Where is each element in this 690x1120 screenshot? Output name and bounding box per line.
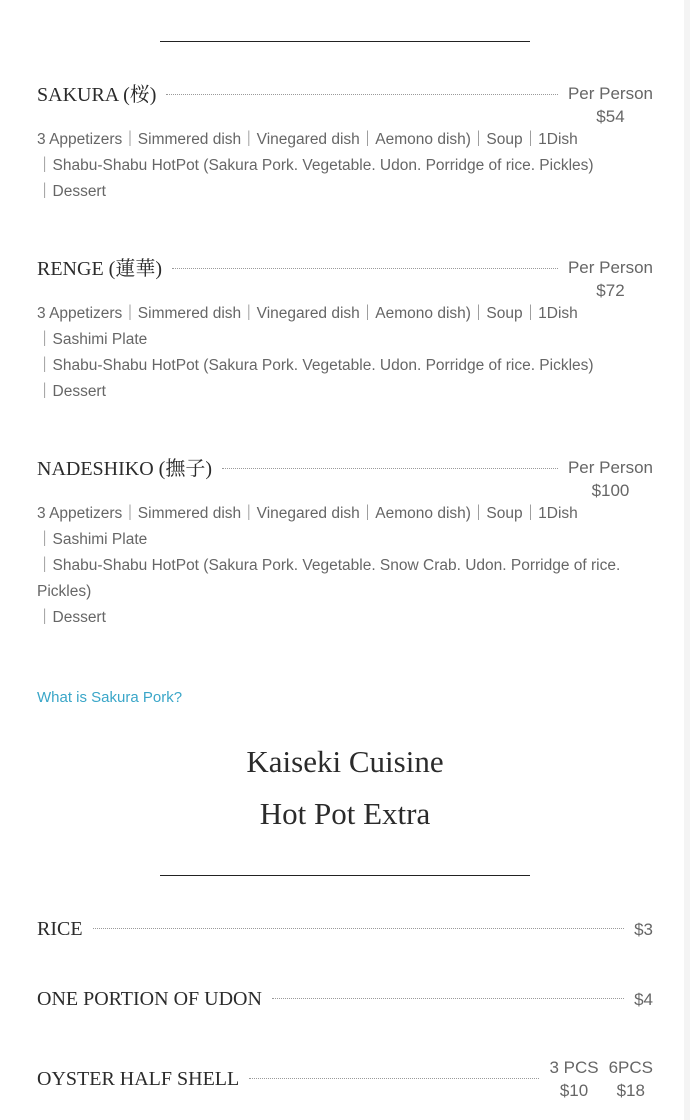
extra-name: RICE <box>37 918 83 940</box>
price-option <box>609 1056 653 1102</box>
description-line: ｜Dessert <box>37 183 106 200</box>
extra-name: ONE PORTION OF UDON <box>37 988 262 1010</box>
extra-price: $4 <box>634 990 653 1009</box>
price-value: $54 <box>596 107 625 126</box>
course-price <box>568 456 653 502</box>
price-option <box>549 1056 598 1102</box>
extra-rice <box>37 916 653 941</box>
extra-oyster <box>37 1056 653 1102</box>
course-description <box>37 301 653 405</box>
description-line: ｜Shabu-Shabu HotPot (Sakura Pork. Vegetable. Udon. Porridge of rice. Pickles) <box>37 157 594 174</box>
price-label: Per Person <box>567 458 653 477</box>
course-name: NADESHIKO (撫子) <box>37 458 212 480</box>
option-price: $18 <box>616 1081 645 1100</box>
description-line: ｜Sashimi Plate <box>37 531 148 548</box>
price-label: Per Person <box>567 258 653 277</box>
description-line: 3 Appetizers｜Simmered dish｜Vinegared dish｜Aemono dish)｜Soup｜1Dish <box>37 305 578 322</box>
extra-price-options <box>549 1056 653 1102</box>
course-price <box>568 82 653 128</box>
extra-udon <box>37 986 653 1011</box>
sakura-pork-link[interactable]: What is Sakura Pork? <box>37 689 183 706</box>
dotted-leader <box>172 268 558 269</box>
extra-name: OYSTER HALF SHELL <box>37 1068 240 1090</box>
description-line: ｜Shabu-Shabu HotPot (Sakura Pork. Vegetable. Snow Crab. Udon. Porridge of rice. Pickles) <box>37 557 621 600</box>
course-name: RENGE (蓮華) <box>37 258 162 280</box>
section-divider <box>160 875 530 876</box>
course-renge <box>37 256 653 405</box>
option-qty: 3 PCS <box>549 1058 599 1077</box>
dotted-leader <box>222 468 558 469</box>
extra-price: $3 <box>634 920 653 939</box>
course-sakura <box>37 82 653 205</box>
dotted-leader <box>166 94 558 95</box>
dotted-leader <box>249 1078 539 1079</box>
course-description <box>37 127 653 205</box>
description-line: ｜Dessert <box>37 383 106 400</box>
dotted-leader <box>272 998 624 999</box>
course-name: SAKURA (桜) <box>37 84 157 106</box>
option-price: $10 <box>559 1081 589 1100</box>
section-title-hotpot-extra: Hot Pot Extra <box>259 796 431 831</box>
price-value: $100 <box>591 481 630 500</box>
page-scrollbar[interactable] <box>684 0 690 1120</box>
price-value: $72 <box>596 281 625 300</box>
description-line: ｜Dessert <box>37 609 106 626</box>
description-line: ｜Sashimi Plate <box>37 331 148 348</box>
course-nadeshiko <box>37 456 653 631</box>
description-line: ｜Shabu-Shabu HotPot (Sakura Pork. Vegetable. Udon. Porridge of rice. Pickles) <box>37 357 594 374</box>
section-title-kaiseki: Kaiseki Cuisine <box>246 744 444 779</box>
option-qty: 6PCS <box>608 1058 653 1077</box>
course-description <box>37 501 653 631</box>
course-price <box>568 256 653 302</box>
dotted-leader <box>93 928 625 929</box>
top-divider <box>160 41 530 42</box>
price-label: Per Person <box>567 84 653 103</box>
description-line: 3 Appetizers｜Simmered dish｜Vinegared dish｜Aemono dish)｜Soup｜1Dish <box>37 131 578 148</box>
description-line: 3 Appetizers｜Simmered dish｜Vinegared dish｜Aemono dish)｜Soup｜1Dish <box>37 505 578 522</box>
